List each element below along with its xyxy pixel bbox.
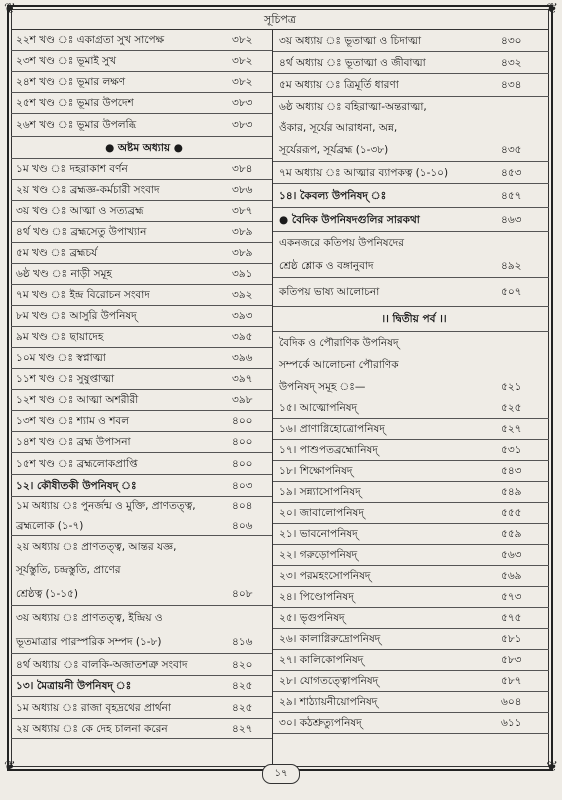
toc-entry xyxy=(273,524,549,545)
toc-entry-page: ৪৯২ xyxy=(501,260,522,272)
toc-entry-page: ৩৯৭ xyxy=(232,373,253,385)
toc-entry-title: শ্রেষ্ঠ শ্লোক ও বঙ্গানুবাদ xyxy=(279,260,374,272)
toc-entry-title: শ্রেষ্ঠত্ব (১-১৫) xyxy=(16,588,78,600)
ornament-icon: ❦ xyxy=(546,1,558,17)
toc-entry xyxy=(273,184,549,208)
toc-entry-page: ৪২৭ xyxy=(232,723,253,735)
toc-entry-title: সূর্যস্তুতি, চন্দ্রস্তুতি, প্রাণের xyxy=(16,564,121,576)
toc-entry xyxy=(11,93,272,114)
toc-entry-title: ২৩শ খণ্ড ঃ ভূমাই সুখ xyxy=(16,55,117,67)
toc-entry xyxy=(273,354,549,376)
toc-entry xyxy=(273,608,549,629)
toc-entry xyxy=(11,369,272,390)
toc-entry-page: ৪৫৩ xyxy=(501,167,522,179)
toc-entry-title: ১৫শ খণ্ড ঃ ব্রহ্মলোকপ্রাপ্তি xyxy=(16,458,138,470)
toc-entry-title: ২৫শ খণ্ড ঃ ভূমার উপদেশ xyxy=(16,97,134,109)
toc-entry xyxy=(273,545,549,566)
toc-entry xyxy=(11,180,272,201)
toc-entry-title: ● অষ্টম অধ্যায় ● xyxy=(105,142,183,154)
toc-entry xyxy=(11,559,272,582)
toc-entry xyxy=(273,629,549,650)
toc-entry-title: ভূতমাত্রার পারস্পরিক সম্পদ (১-৮) xyxy=(16,636,162,648)
toc-entry xyxy=(273,139,549,162)
toc-entry-page: ৪৩২ xyxy=(501,57,522,69)
toc-entry xyxy=(273,74,549,97)
toc-entry-title: ২৪শ খণ্ড ঃ ভূমার লক্ষণ xyxy=(16,76,126,88)
toc-entry xyxy=(11,222,272,243)
toc-entry-page: ৫৬৯ xyxy=(501,570,522,582)
toc-entry xyxy=(11,306,272,327)
toc-entry-title: ৮ম খণ্ড ঃ আসুরি উপনিষদ্ xyxy=(16,310,137,322)
page-number: ১৭ xyxy=(262,764,300,784)
toc-entry-title: ১৫। আত্মোপনিষদ্ xyxy=(279,402,358,414)
toc-entry-page: ৩৯৩ xyxy=(232,310,253,322)
ornament-icon: ❦ xyxy=(546,759,558,775)
toc-entry-title: ওঁকার, সূর্যের আরাধনা, অন্ন, xyxy=(279,122,398,134)
toc-entry xyxy=(11,516,272,536)
toc-entry-page: ৩৮৩ xyxy=(232,97,253,109)
toc-right-column xyxy=(273,30,549,767)
toc-entry xyxy=(273,461,549,482)
toc-entry-page: ৫২১ xyxy=(501,381,522,393)
toc-entry-page: ৫০৭ xyxy=(501,286,522,298)
toc-entry xyxy=(11,582,272,606)
toc-entry-title: একনজরে কতিপয় উপনিষদের xyxy=(279,237,405,249)
toc-entry-title: ২১। ভাবনোপনিষদ্ xyxy=(279,528,358,540)
toc-entry-page: ৪৩৫ xyxy=(501,144,522,156)
toc-entry-page: ৩৮৩ xyxy=(232,119,253,131)
toc-entry-title: ১৩। মৈত্রায়নী উপনিষদ্ ঃ xyxy=(16,680,132,692)
toc-entry-title: ১১শ খণ্ড ঃ সুষুপ্তাত্মা xyxy=(16,373,115,385)
toc-entry-page: ৪০৮ xyxy=(232,588,253,600)
toc-entry-page: ৪৬৩ xyxy=(501,214,522,226)
toc-entry xyxy=(273,650,549,671)
toc-entry-page: ৪০০ xyxy=(232,415,253,427)
toc-entry-title: সূর্যেররূপ, সূর্যব্রহ্ম (১-৩৮) xyxy=(279,144,389,156)
toc-entry-title: ২৭। কালিকোপনিষদ্ xyxy=(279,654,364,666)
toc-entry xyxy=(11,432,272,453)
toc-entry-page: ৫৮৩ xyxy=(501,654,522,666)
toc-entry-page: ৫৪৩ xyxy=(501,465,522,477)
toc-entry-page: ৬১১ xyxy=(501,717,522,729)
toc-entry xyxy=(11,72,272,93)
toc-entry-page: ৫৮১ xyxy=(501,633,522,645)
toc-entry xyxy=(11,201,272,222)
toc-entry xyxy=(273,97,549,118)
toc-entry-title: ২৫। ভৃগুপনিষদ্ xyxy=(279,612,345,624)
toc-entry xyxy=(273,162,549,184)
toc-entry xyxy=(273,671,549,692)
toc-entry xyxy=(11,390,272,411)
toc-entry-title: কতিপয় ভাষ্য আলোচনা xyxy=(279,286,380,298)
toc-entry-title: ৫ম খণ্ড ঃ ব্রহ্মচর্য xyxy=(16,247,98,259)
toc-entry-page: ৩৮২ xyxy=(232,76,253,88)
toc-entry-title: ।। দ্বিতীয় পর্ব ।। xyxy=(381,313,447,325)
toc-entry xyxy=(273,278,549,307)
toc-entry-page: ৫৩১ xyxy=(501,444,522,456)
toc-entry-title: ৪র্থ খণ্ড ঃ ব্রহ্মসেতু উপাখ্যান xyxy=(16,226,147,238)
toc-entry-title: ২২শ খণ্ড ঃ একাগ্রতা সুখ সাপেক্ষ xyxy=(16,34,165,46)
toc-entry-title: ২য় খণ্ড ঃ ব্রহ্মজ্ঞ-কর্মচারী সংবাদ xyxy=(16,184,160,196)
toc-entry-title: ২য় অধ্যায় ঃ কে দেহ চালনা করেন xyxy=(16,723,168,735)
toc-entry-title: ১২শ খণ্ড ঃ আত্মা অশরীরী xyxy=(16,394,139,406)
toc-entry xyxy=(273,52,549,74)
toc-entry xyxy=(11,697,272,719)
toc-entry-title: ১৬। প্রাণাগ্নিহোত্রোপনিষদ্ xyxy=(279,423,385,435)
toc-entry-title: ব্রহ্মলোক (১-৭) xyxy=(16,520,84,532)
toc-entry-title: ৭ম অধ্যায় ঃ আত্মার ব্যাপকত্ব (১-১০) xyxy=(279,167,449,179)
toc-entry xyxy=(11,327,272,348)
toc-entry xyxy=(11,243,272,264)
toc-entry xyxy=(11,285,272,306)
toc-entry xyxy=(11,264,272,285)
toc-entry xyxy=(273,587,549,608)
toc-entry xyxy=(273,118,549,139)
toc-entry-page: ৩৯৬ xyxy=(232,352,253,364)
toc-entry-title: ২০। জাবালোপনিষদ্ xyxy=(279,507,364,519)
toc-entry xyxy=(273,398,549,419)
toc-entry xyxy=(11,475,272,497)
toc-entry-title: ৬ষ্ঠ অধ্যায় ঃ বহিরাত্মা-অন্তরাত্মা, xyxy=(279,101,427,113)
toc-entry-title: ৫ম অধ্যায় ঃ ত্রিমূর্তি ধারণা xyxy=(279,79,399,91)
toc-entry-title: ২২। গরুড়োপনিষদ্ xyxy=(279,549,358,561)
toc-entry-page: ৩৯২ xyxy=(232,289,253,301)
toc-entry xyxy=(273,307,549,332)
toc-entry-page: ৩৮৯ xyxy=(232,247,253,259)
toc-entry-page: ৩৮৯ xyxy=(232,226,253,238)
toc-entry-title: ১৯। সন্ন্যাসোপনিষদ্ xyxy=(279,486,361,498)
toc-entry xyxy=(11,114,272,137)
toc-entry-page: ৫৫৯ xyxy=(501,528,522,540)
toc-entry-page: ৩৮৪ xyxy=(232,163,253,175)
toc-entry-title: ১ম অধ্যায় ঃ রাজা বৃহদ্রথের প্রার্থনা xyxy=(16,702,171,714)
toc-entry-title: বৈদিক ও পৌরাণিক উপনিষদ্ xyxy=(279,337,399,349)
toc-entry xyxy=(273,30,549,52)
toc-entry-page: ৬০৪ xyxy=(501,696,522,708)
toc-entry xyxy=(11,606,272,630)
toc-entry-title: ৩য় খণ্ড ঃ আত্মা ও সত্যব্রহ্ম xyxy=(16,205,144,217)
toc-entry-title: ১৪। কৈবল্য উপনিষদ্ ঃ xyxy=(279,190,387,202)
toc-entry-title: ২৬শ খণ্ড ঃ ভূমার উপলব্ধি xyxy=(16,119,137,131)
toc-entry-title: ৬ষ্ঠ খণ্ড ঃ নাড়ী সমূহ xyxy=(16,268,112,280)
toc-entry-page: ৫৬৩ xyxy=(501,549,522,561)
toc-entry xyxy=(11,348,272,369)
toc-entry-page: ৫৪৯ xyxy=(501,486,522,498)
toc-entry-title: ১৪শ খণ্ড ঃ ব্রহ্ম উপাসনা xyxy=(16,436,131,448)
toc-entry-title: ২৯। শাঠ্যায়নীয়োপনিষদ্ xyxy=(279,696,378,708)
toc-entry xyxy=(11,497,272,516)
toc-entry xyxy=(273,208,549,232)
toc-entry-title: ৪র্থ অধ্যায় ঃ বালকি-অজাতশত্রু সংবাদ xyxy=(16,659,188,671)
toc-entry-title: ৯ম খণ্ড ঃ ছায়াদেহ xyxy=(16,331,104,343)
toc-entry-title: ● বৈদিক উপনিষদগুলির সারকথা xyxy=(279,214,420,226)
toc-entry-page: ৪৫৭ xyxy=(501,190,522,202)
toc-left-column xyxy=(11,30,273,767)
toc-entry xyxy=(11,137,272,159)
toc-entry-page: ৪০৪ xyxy=(232,500,253,512)
toc-entry xyxy=(273,332,549,354)
toc-entry-page: ৫৭৩ xyxy=(501,591,522,603)
toc-entry-page: ৩৯৮ xyxy=(232,394,253,406)
toc-entry xyxy=(11,676,272,697)
toc-entry-page: ৫৮৭ xyxy=(501,675,522,687)
toc-entry-title: উপনিষদ্ সমূহ ঃ— xyxy=(279,381,366,393)
toc-entry-title: ২য় অধ্যায় ঃ প্রাণতত্ত্ব, আন্তর যজ্ঞ, xyxy=(16,541,177,553)
toc-entry-title: ১৩শ খণ্ড ঃ শ্যাম ও শবল xyxy=(16,415,130,427)
ornament-icon: ❦ xyxy=(4,759,16,775)
toc-entry xyxy=(273,566,549,587)
toc-entry xyxy=(11,630,272,654)
toc-entry-title: ২৪। পিণ্ডোপনিষদ্ xyxy=(279,591,354,603)
toc-entry-title: ১ম খণ্ড ঃ দহরাকাশ বর্ণন xyxy=(16,163,128,175)
toc-entry-page: ৩৮৭ xyxy=(232,205,253,217)
toc-entry-page: ৪০০ xyxy=(232,458,253,470)
toc-entry xyxy=(273,419,549,440)
toc-entry-title: ১৭। পাশুপতব্রহ্মোনিষদ্ xyxy=(279,444,378,456)
toc-entry-title: ৪র্থ অধ্যায় ঃ ভূতাত্মা ও জীবাত্মা xyxy=(279,57,426,69)
toc-entry-page: ৩৮২ xyxy=(232,34,253,46)
toc-entry xyxy=(11,654,272,676)
toc-entry xyxy=(11,159,272,180)
toc-entry-page: ৩৮২ xyxy=(232,55,253,67)
toc-entry-page: ৫২৭ xyxy=(501,423,522,435)
toc-entry-title: ২৬। কালাগ্নিরুদ্রোপনিষদ্ xyxy=(279,633,381,645)
toc-entry-title: ১ম অধ্যায় ঃ পুনর্জন্ম ও মুক্তি, প্রাণতত্ত্ব, xyxy=(16,500,196,512)
toc-entry-title: ৭ম খণ্ড ঃ ইন্দ্র বিরোচন সংবাদ xyxy=(16,289,150,301)
toc-entry-page: ৪৩৪ xyxy=(501,79,522,91)
toc-entry-page: ৪০০ xyxy=(232,436,253,448)
toc-entry-page: ৪২০ xyxy=(232,659,253,671)
toc-entry-page: ৪২৫ xyxy=(232,702,253,714)
toc-entry-page: ৪১৬ xyxy=(232,636,253,648)
toc-entry-page: ৪০৩ xyxy=(232,480,253,492)
toc-entry xyxy=(11,719,272,739)
toc-entry-page: ৫২৫ xyxy=(501,402,522,414)
toc-entry-title: ১৮। শিক্ষোপনিষদ্ xyxy=(279,465,353,477)
toc-entry-page: ৪০৬ xyxy=(232,520,253,532)
toc-entry xyxy=(11,411,272,432)
toc-entry xyxy=(273,503,549,524)
toc-entry-page: ৪২৫ xyxy=(232,680,253,692)
toc-entry-title: ২৮। যোগতত্ত্বোপনিষদ্ xyxy=(279,675,379,687)
toc-entry-title: ৩০। কঠশ্রুত্যুপনিষদ্ xyxy=(279,717,362,729)
toc-entry-page: ৪৩০ xyxy=(501,35,522,47)
toc-entry xyxy=(273,255,549,278)
toc-entry xyxy=(273,232,549,255)
toc-entry xyxy=(273,482,549,503)
toc-entry xyxy=(11,536,272,559)
toc-entry-title: ১২। কৌষীতকী উপনিষদ্ ঃ xyxy=(16,480,137,492)
toc-entry-title: সম্পর্কে আলোচনা পৌরাণিক xyxy=(279,359,399,371)
toc-entry-page: ৩৮৬ xyxy=(232,184,253,196)
toc-entry-title: ২৩। পরমহংসোপনিষদ্ xyxy=(279,570,371,582)
toc-entry-page: ৩৯১ xyxy=(232,268,253,280)
toc-entry-title: ১০ম খণ্ড ঃ স্বপ্নাত্মা xyxy=(16,352,106,364)
toc-entry xyxy=(273,376,549,398)
page-title: সূচিপত্র xyxy=(11,9,549,30)
toc-entry xyxy=(273,692,549,713)
toc-entry-page: ৫৫৫ xyxy=(501,507,522,519)
toc-entry-page: ৩৯৫ xyxy=(232,331,253,343)
toc-entry xyxy=(11,453,272,475)
toc-entry-page: ৫৭৫ xyxy=(501,612,522,624)
ornament-icon: ❦ xyxy=(4,1,16,17)
toc-entry-title: ৩য় অধ্যায় ঃ প্রাণতত্ত্ব, ইন্দ্রিয় ও xyxy=(16,612,163,624)
toc-entry xyxy=(273,440,549,461)
toc-entry xyxy=(273,713,549,734)
toc-entry-title: ৩য় অধ্যায় ঃ ভূতাত্মা ও চিদাত্মা xyxy=(279,35,421,47)
toc-entry xyxy=(11,30,272,51)
toc-entry xyxy=(11,51,272,72)
